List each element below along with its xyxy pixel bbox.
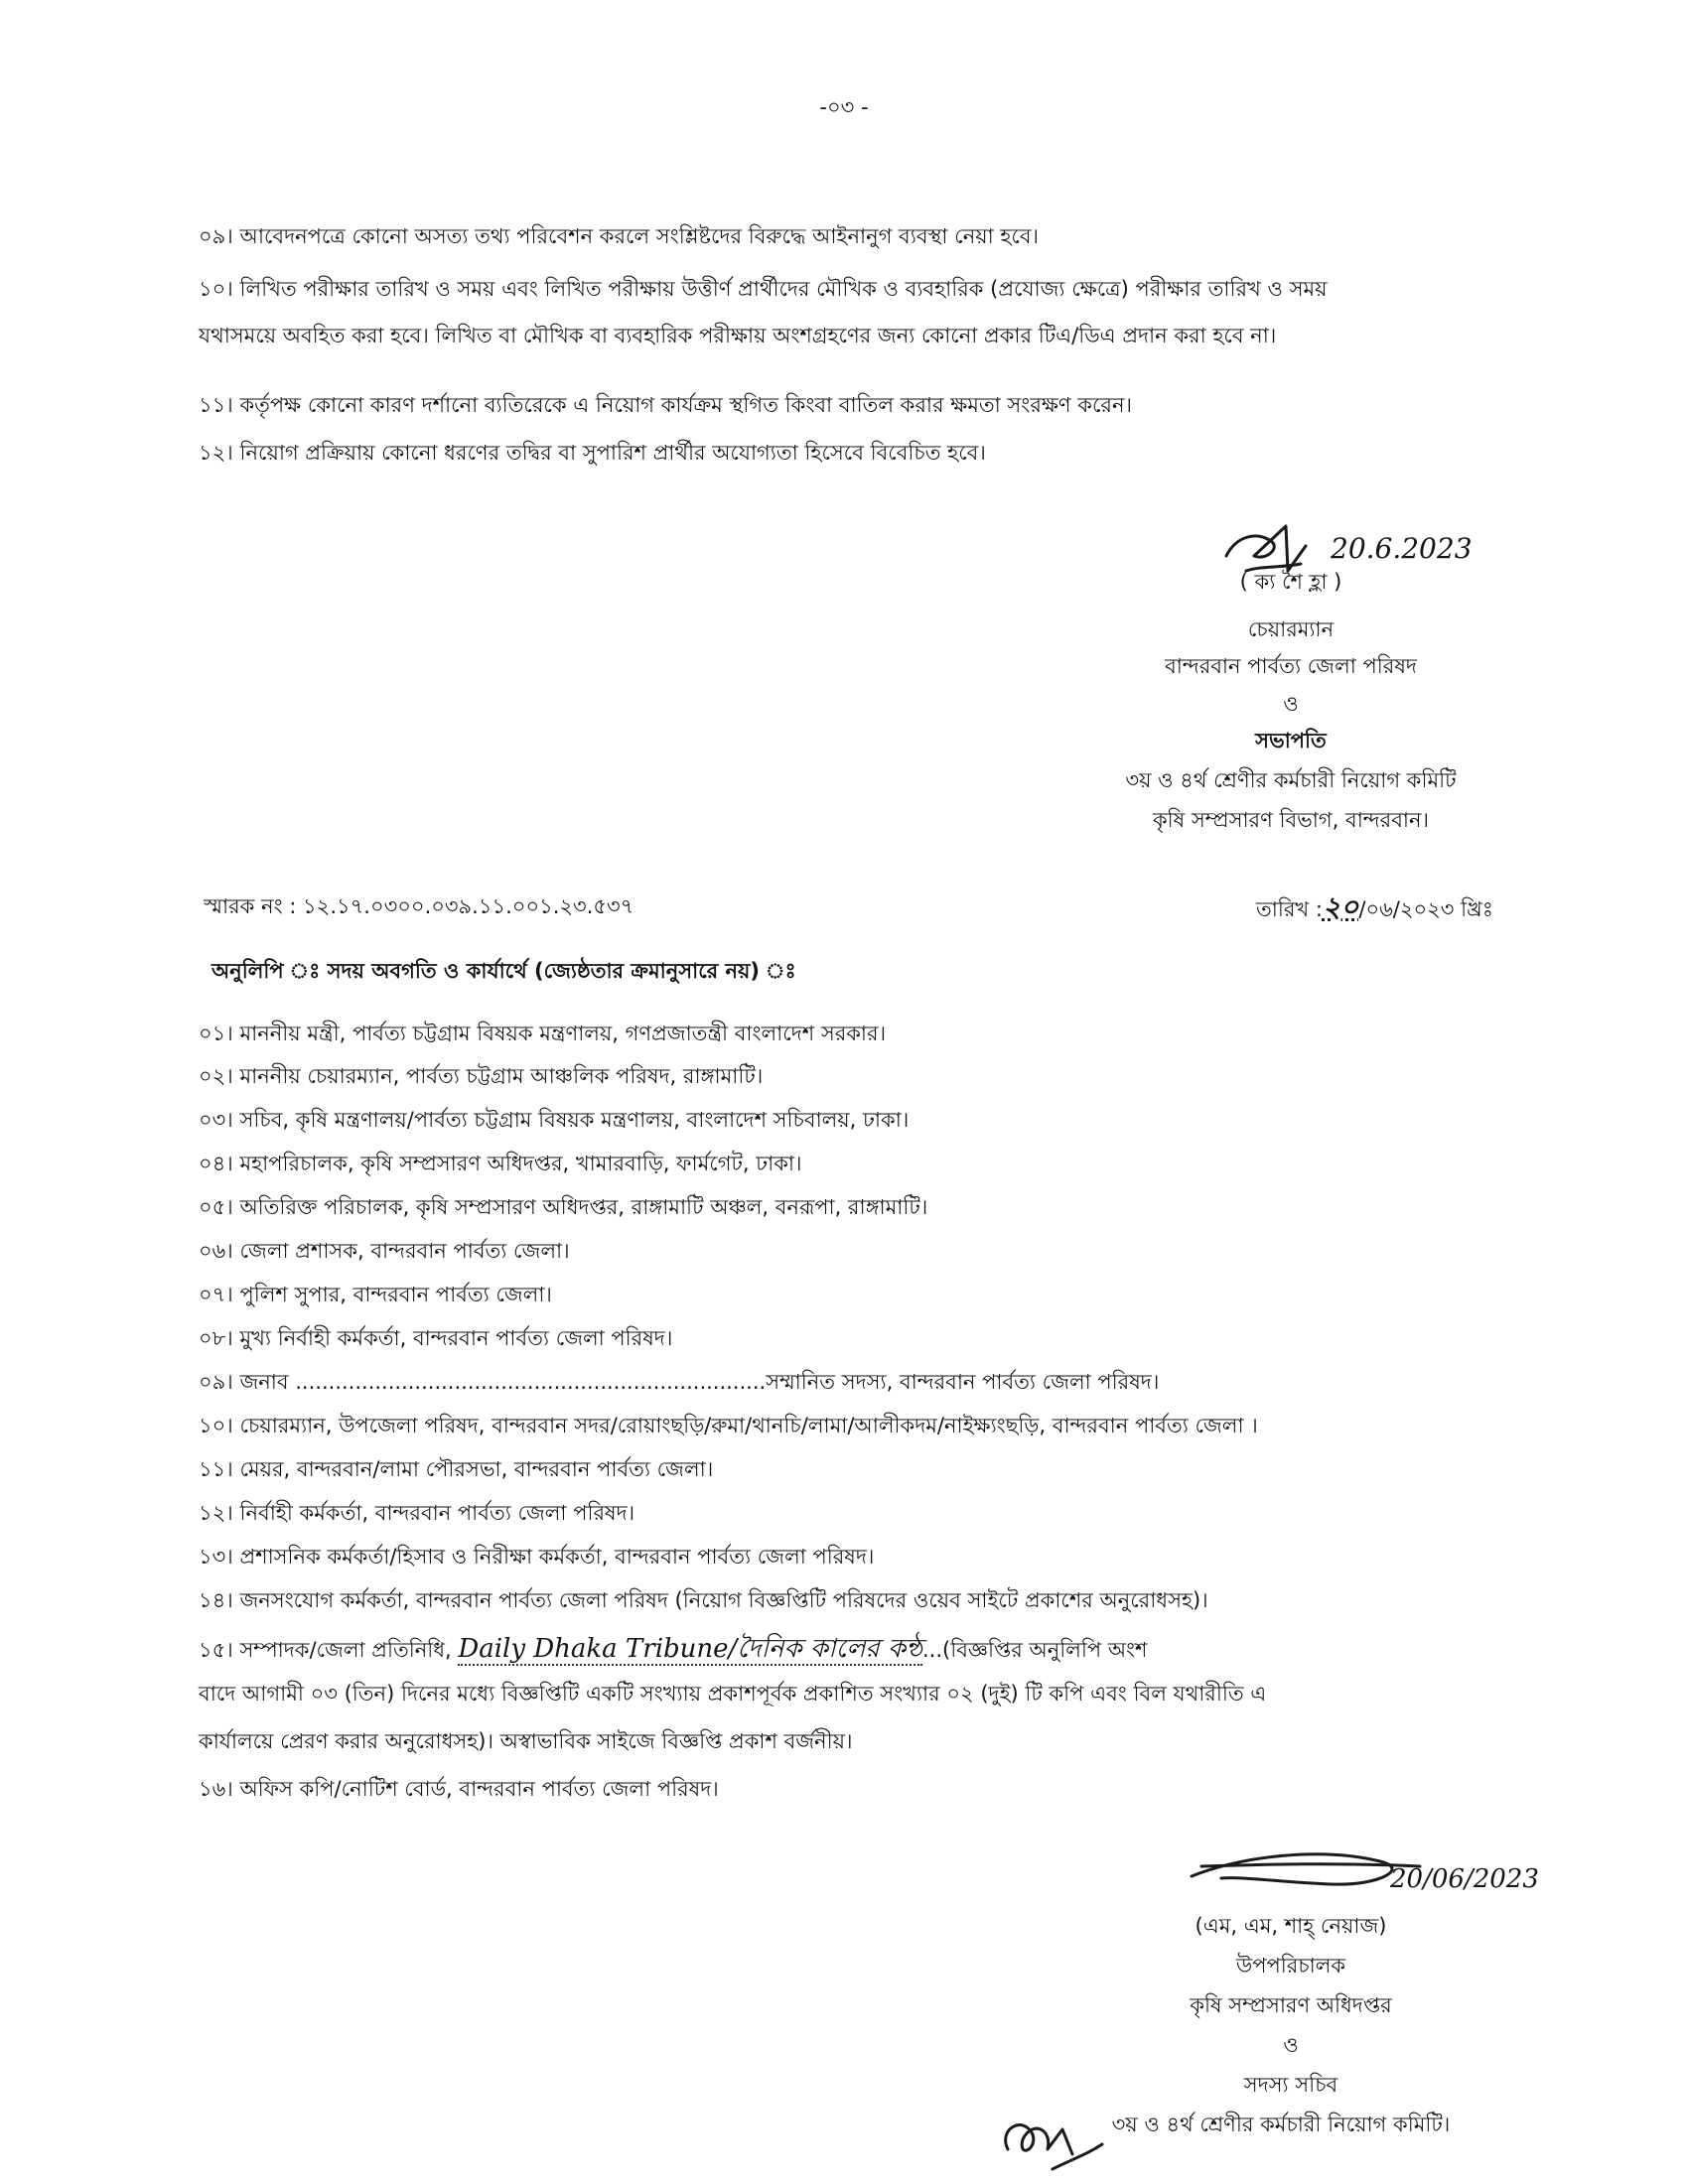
list-item-text: সম্পাদক/জেলা প্রতিনিধি, [239, 1638, 452, 1662]
committee-name: ৩য় ও ৪র্থ শ্রেণীর কর্মচারী নিয়োগ কমিটি। [1111, 2113, 1451, 2136]
list-item-text: মুখ্য নির্বাহী কর্মকর্তা, বান্দরবান পার্বত্য জেলা পরিষদ। [239, 1326, 673, 1350]
list-item-number: ১৫। [199, 1638, 233, 1662]
committee-name: ৩য় ও ৪র্থ শ্রেণীর কর্মচারী নিয়োগ কমিটি [1125, 768, 1457, 792]
department-name: কৃষি সম্প্রসারণ বিভাগ, বান্দরবান। [1152, 808, 1430, 832]
term-text: লিখিত পরীক্ষার তারিখ ও সময় এবং লিখিত পরীক্ষায় উত্তীর্ণ প্রার্থীদের মৌখিক ও ব্যবহারিক (প্রযোজ্য ক্ষেত্রে) পরীক্ষার তারিখ ও সময় [239, 277, 1328, 301]
list-item [199, 1773, 719, 1808]
list-item-text: ...(বিজ্ঞপ্তির অনুলিপি অংশ [922, 1638, 1148, 1662]
list-item-text: জনাব .......................................................................সম্মানিত সদস্য, বান্দরবান পার্বত্য জেলা পরিষদ। [239, 1370, 1160, 1394]
list-item-number: ০৪। [199, 1152, 233, 1175]
chairman-org: বান্দরবান পার্বত্য জেলা পরিষদ [1165, 654, 1417, 678]
list-item-text: মহাপরিচালক, কৃষি সম্প্রসারণ অধিদপ্তর, খামারবাড়ি, ফার্মগেট, ঢাকা। [239, 1152, 802, 1175]
list-item [199, 1060, 763, 1095]
list-item-number: ০৭। [199, 1283, 233, 1306]
term-number: ১০। [199, 277, 233, 301]
list-item-text: মেয়র, বান্দরবান/লামা পৌরসভা, বান্দরবান পার্বত্য জেলা। [239, 1457, 714, 1481]
list-item-number: ১৪। [199, 1588, 233, 1612]
list-item-number: ১০। [199, 1414, 233, 1437]
deputy-director-name: (এম, এম, শাহ্ নেয়াজ) [1195, 1914, 1387, 1938]
member-secretary-title: সদস্য সচিব [1243, 2073, 1338, 2097]
term-item [199, 437, 986, 472]
list-item [199, 1541, 874, 1575]
list-item-text: নির্বাহী কর্মকর্তা, বান্দরবান পার্বত্য জেলা পরিষদ। [239, 1501, 635, 1525]
signature-date: 20.6.2023 [1331, 532, 1473, 565]
handwritten-newspaper-name: Daily Dhaka Tribune/দৈনিক কালের কন্ঠ [458, 1634, 922, 1664]
list-item [199, 1497, 634, 1532]
term-text: নিয়োগ প্রক্রিয়ায় কোনো ধরণের তদ্বির বা সুপারিশ প্রার্থীর অযোগ্যতা হিসেবে বিবেচিত হবে। [239, 441, 986, 465]
list-item [199, 1584, 1208, 1619]
list-item-text: জেলা প্রশাসক, বান্দরবান পার্বত্য জেলা। [239, 1239, 570, 1263]
list-item [199, 1279, 552, 1313]
list-item-number: ১২। [199, 1501, 233, 1525]
term-number: ০৯। [199, 224, 233, 248]
date-handwritten: ২০ [1322, 890, 1359, 923]
term-number: ১১। [199, 393, 233, 417]
list-item-number: ০২। [199, 1064, 233, 1088]
list-item [199, 1453, 713, 1488]
list-item-number: ০৮। [199, 1326, 233, 1350]
list-item-continuation: বাদে আগামী ০৩ (তিন) দিনের মধ্যে বিজ্ঞপ্তিটি একটি সংখ্যায় প্রকাশপূর্বক প্রকাশিত সংখ্যার ০২ (দুই) টি কপি এবং বিল যথারীতি এ [199, 1682, 1267, 1706]
list-item-text: জনসংযোগ কর্মকর্তা, বান্দরবান পার্বত্য জেলা পরিষদ (নিয়োগ বিজ্ঞপ্তিটি পরিষদের ওয়েব সাইটে প্রকাশের অনুরোধসহ)। [239, 1588, 1208, 1612]
list-item [199, 1366, 1159, 1401]
president-title: সভাপতি [1255, 729, 1327, 752]
list-item-text: পুলিশ সুপার, বান্দরবান পার্বত্য জেলা। [239, 1283, 552, 1306]
list-item [199, 1322, 672, 1357]
chairman-name: ( ক্য শৈ হ্লা ) [1239, 570, 1342, 594]
list-item-number: ০৩। [199, 1108, 233, 1132]
list-item-number: ১৩। [199, 1545, 233, 1569]
memo-date [1256, 886, 1493, 932]
list-item-text: মাননীয় মন্ত্রী, পার্বত্য চট্টগ্রাম বিষয়ক মন্ত্রণালয়, গণপ্রজাতন্ত্রী বাংলাদেশ সরকার। [239, 1022, 887, 1045]
list-item-number: ০৬। [199, 1239, 233, 1263]
list-item-continuation: কার্যালয়ে প্রেরণ করার অনুরোধসহ)। অস্বাভাবিক সাইজে বিজ্ঞপ্তি প্রকাশ বর্জনীয়। [199, 1729, 853, 1753]
list-item-text: অফিস কপি/নোটিশ বোর্ড, বান্দরবান পার্বত্য জেলা পরিষদ। [239, 1777, 719, 1801]
chairman-title: চেয়ারম্যান [1247, 617, 1335, 641]
list-item-number: ১৬। [199, 1777, 233, 1801]
conjunction-and: ও [1283, 2033, 1299, 2057]
term-text: আবেদনপত্রে কোনো অসত্য তথ্য পরিবেশন করলে সংশ্লিষ্টদের বিরুদ্ধে আইনানুগ ব্যবস্থা নেয়া হবে। [239, 224, 1040, 248]
term-item [199, 220, 1039, 255]
conjunction-and: ও [1283, 692, 1299, 716]
list-item [199, 1191, 927, 1226]
list-item-number: ১১। [199, 1457, 233, 1481]
list-item-text: মাননীয় চেয়ারম্যান, পার্বত্য চট্টগ্রাম আঞ্চলিক পরিষদ, রাঙ্গামাটি। [239, 1064, 764, 1088]
deputy-director-title: উপপরিচালক [1235, 1954, 1346, 1978]
term-item [199, 273, 1328, 308]
term-number: ১২। [199, 441, 233, 465]
list-item-newspaper [199, 1628, 1147, 1672]
list-item [199, 1410, 1258, 1444]
signature-date: 20/06/2023 [1390, 1864, 1539, 1894]
list-item-text: অতিরিক্ত পরিচালক, কৃষি সম্প্রসারণ অধিদপ্তর, রাঙ্গামাটি অঞ্চল, বনরূপা, রাঙ্গামাটি। [239, 1195, 928, 1219]
date-label: তারিখ : [1256, 897, 1323, 921]
copy-heading: অনুলিপি ঃ সদয় অবগতি ও কার্যার্থে (জ্যেষ্ঠতার ক্রমানুসারে নয়) ঃ [211, 959, 796, 983]
list-item [199, 1148, 802, 1182]
page-number: -০৩ - [819, 95, 869, 119]
list-item-number: ০১। [199, 1022, 233, 1045]
list-item [199, 1018, 886, 1052]
list-item-text: চেয়ারম্যান, উপজেলা পরিষদ, বান্দরবান সদর/রোয়াংছড়ি/রুমা/থানচি/লামা/আলীকদম/নাইক্ষ্যংছড়ি, বান্দরবান পার্বত্য জেলা । [239, 1414, 1258, 1437]
list-item [199, 1235, 570, 1270]
list-item [199, 1104, 909, 1139]
term-text: কর্তৃপক্ষ কোনো কারণ দর্শানো ব্যতিরেকে এ নিয়োগ কার্যক্রম স্থগিত কিংবা বাতিল করার ক্ষমতা সংরক্ষণ করেন। [239, 393, 1133, 417]
list-item-text: প্রশাসনিক কর্মকর্তা/হিসাব ও নিরীক্ষা কর্মকর্তা, বান্দরবান পার্বত্য জেলা পরিষদ। [239, 1545, 875, 1569]
initials-signature [993, 2100, 1112, 2179]
list-item-text: সচিব, কৃষি মন্ত্রণালয়/পার্বত্য চট্টগ্রাম বিষয়ক মন্ত্রণালয়, বাংলাদেশ সচিবালয়, ঢাকা। [239, 1108, 910, 1132]
list-item-number: ০৯। [199, 1370, 233, 1394]
list-item-number: ০৫। [199, 1195, 233, 1219]
term-item-continuation: যথাসময়ে অবহিত করা হবে। লিখিত বা মৌখিক বা ব্যবহারিক পরীক্ষায় অংশগ্রহণের জন্য কোনো প্রকার টিএ/ডিএ প্রদান করা হবে না। [199, 324, 1277, 347]
memo-number: স্মারক নং : ১২.১৭.০৩০০.০৩৯.১১.০০১.২৩.৫৩৭ [204, 894, 634, 918]
deputy-director-org: কৃষি সম্প্রসারণ অধিদপ্তর [1190, 1993, 1392, 2017]
term-item [199, 389, 1132, 424]
date-rest: /০৬/২০২৩ খ্রিঃ [1358, 897, 1493, 921]
